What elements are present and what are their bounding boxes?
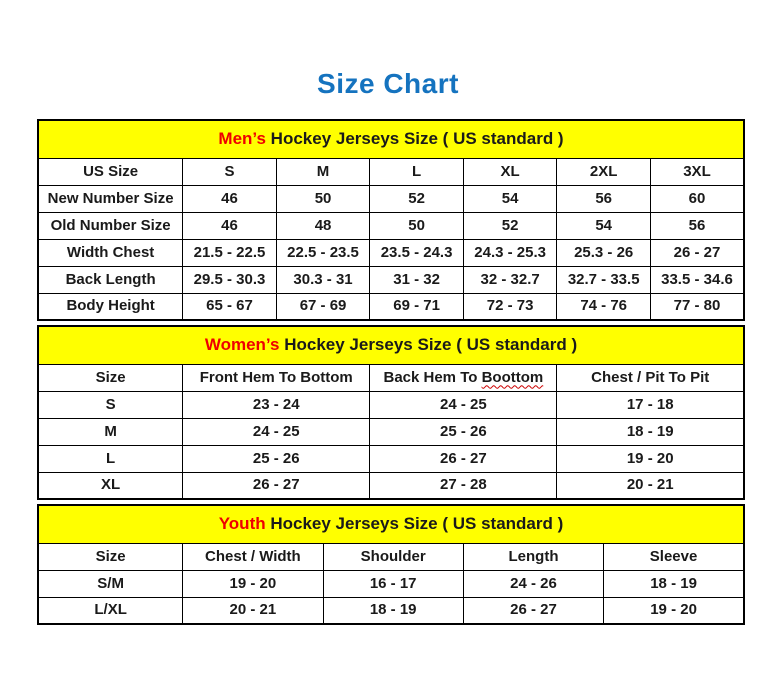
- data-cell: 19 - 20: [604, 597, 744, 624]
- data-cell: 72 - 73: [463, 293, 557, 320]
- column-header-cell: [370, 364, 557, 391]
- data-cell: 18 - 19: [604, 570, 744, 597]
- data-cell: 74 - 76: [557, 293, 651, 320]
- data-cell: 22.5 - 23.5: [276, 239, 370, 266]
- column-header-cell: Size: [38, 543, 183, 570]
- data-cell: 16 - 17: [323, 570, 463, 597]
- data-cell: 50: [370, 212, 464, 239]
- table-row: [38, 418, 744, 445]
- data-cell: 54: [557, 212, 651, 239]
- data-cell: 32 - 32.7: [463, 266, 557, 293]
- data-cell: 21.5 - 22.5: [183, 239, 277, 266]
- size-tables: [37, 119, 745, 629]
- data-cell: 29.5 - 30.3: [183, 266, 277, 293]
- youth-section-band: [38, 505, 744, 543]
- table-row: [38, 212, 744, 239]
- table-row: [38, 266, 744, 293]
- data-cell: 20 - 21: [183, 597, 323, 624]
- column-header-cell: Chest / Pit To Pit: [557, 364, 744, 391]
- table-row: [38, 391, 744, 418]
- column-header-cell: 3XL: [650, 158, 744, 185]
- mens-size-table: [37, 119, 745, 321]
- data-cell: 56: [650, 212, 744, 239]
- data-cell: 69 - 71: [370, 293, 464, 320]
- data-cell: 27 - 28: [370, 472, 557, 499]
- row-header-cell: Old Number Size: [38, 212, 183, 239]
- row-header-cell: S: [38, 391, 183, 418]
- column-header-cell: Chest / Width: [183, 543, 323, 570]
- data-cell: 26 - 27: [650, 239, 744, 266]
- page-title: Size Chart: [317, 68, 459, 99]
- row-header-cell: L: [38, 445, 183, 472]
- womens-band-accent: Women’s: [204, 335, 280, 355]
- row-header-cell: XL: [38, 472, 183, 499]
- row-header-cell: Width Chest: [38, 239, 183, 266]
- data-cell: 46: [183, 212, 277, 239]
- row-header-cell: M: [38, 418, 183, 445]
- data-cell: 18 - 19: [557, 418, 744, 445]
- row-header-cell: L/XL: [38, 597, 183, 624]
- mens-band-accent: Men’s: [218, 129, 266, 149]
- data-cell: 32.7 - 33.5: [557, 266, 651, 293]
- data-cell: 24 - 25: [183, 418, 370, 445]
- data-cell: 25.3 - 26: [557, 239, 651, 266]
- row-header-cell: Body Height: [38, 293, 183, 320]
- data-cell: 33.5 - 34.6: [650, 266, 744, 293]
- misspelled-word: Boottom: [481, 368, 544, 386]
- table-row: [38, 570, 744, 597]
- data-cell: 23 - 24: [183, 391, 370, 418]
- data-cell: 23.5 - 24.3: [370, 239, 464, 266]
- youth-band-accent: Youth: [218, 514, 266, 534]
- column-header-cell: S: [183, 158, 277, 185]
- data-cell: 25 - 26: [183, 445, 370, 472]
- data-cell: 17 - 18: [557, 391, 744, 418]
- data-cell: 20 - 21: [557, 472, 744, 499]
- data-cell: 25 - 26: [370, 418, 557, 445]
- data-cell: 56: [557, 185, 651, 212]
- column-header-cell: Front Hem To Bottom: [183, 364, 370, 391]
- table-row: [38, 239, 744, 266]
- womens-header-row: [38, 364, 744, 391]
- data-cell: 48: [276, 212, 370, 239]
- data-cell: 26 - 27: [183, 472, 370, 499]
- table-row: [38, 185, 744, 212]
- column-header-cell: Size: [38, 364, 183, 391]
- data-cell: 54: [463, 185, 557, 212]
- data-cell: 24 - 26: [463, 570, 603, 597]
- data-cell: 19 - 20: [183, 570, 323, 597]
- table-row: [38, 293, 744, 320]
- mens-header-row: [38, 158, 744, 185]
- row-header-cell: S/M: [38, 570, 183, 597]
- column-header-cell: L: [370, 158, 464, 185]
- womens-band-row: [38, 326, 744, 364]
- youth-band-text: Hockey Jerseys Size ( US standard ): [265, 514, 564, 534]
- data-cell: 18 - 19: [323, 597, 463, 624]
- mens-band-text: Hockey Jerseys Size ( US standard ): [265, 129, 564, 149]
- data-cell: 19 - 20: [557, 445, 744, 472]
- row-header-cell: Back Length: [38, 266, 183, 293]
- youth-size-table: [37, 504, 745, 625]
- column-header-cell: Shoulder: [323, 543, 463, 570]
- data-cell: 46: [183, 185, 277, 212]
- data-cell: 30.3 - 31: [276, 266, 370, 293]
- column-header-cell: M: [276, 158, 370, 185]
- row-header-cell: New Number Size: [38, 185, 183, 212]
- column-header-cell: XL: [463, 158, 557, 185]
- column-header-cell: 2XL: [557, 158, 651, 185]
- mens-band-row: [38, 120, 744, 158]
- womens-band-text: Hockey Jerseys Size ( US standard ): [279, 335, 578, 355]
- column-header-text: Back Hem To: [383, 368, 482, 386]
- data-cell: 50: [276, 185, 370, 212]
- table-row: [38, 472, 744, 499]
- data-cell: 60: [650, 185, 744, 212]
- column-header-cell: Length: [463, 543, 603, 570]
- data-cell: 67 - 69: [276, 293, 370, 320]
- table-row: [38, 597, 744, 624]
- data-cell: 31 - 32: [370, 266, 464, 293]
- womens-size-table: [37, 325, 745, 500]
- data-cell: 65 - 67: [183, 293, 277, 320]
- youth-band-row: [38, 505, 744, 543]
- data-cell: 26 - 27: [370, 445, 557, 472]
- womens-section-band: [38, 326, 744, 364]
- data-cell: 24.3 - 25.3: [463, 239, 557, 266]
- column-header-cell: US Size: [38, 158, 183, 185]
- mens-section-band: [38, 120, 744, 158]
- data-cell: 26 - 27: [463, 597, 603, 624]
- table-row: [38, 445, 744, 472]
- data-cell: 52: [463, 212, 557, 239]
- data-cell: 24 - 25: [370, 391, 557, 418]
- data-cell: 52: [370, 185, 464, 212]
- youth-header-row: [38, 543, 744, 570]
- column-header-cell: Sleeve: [604, 543, 744, 570]
- data-cell: 77 - 80: [650, 293, 744, 320]
